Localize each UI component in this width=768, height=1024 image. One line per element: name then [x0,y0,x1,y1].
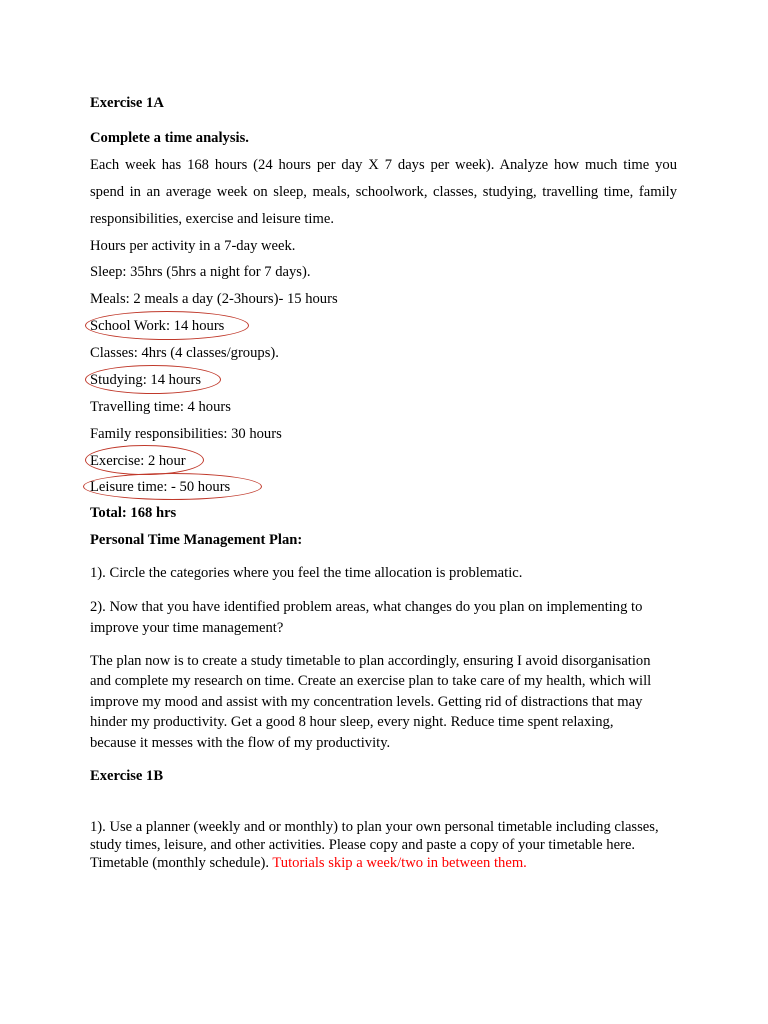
exercise-1b-title: Exercise 1B [90,768,164,784]
studying-circle [85,365,221,394]
answer-line-5: because it messes with the flow of my productivity. [90,735,391,751]
tutorials-note: Tutorials skip a week/two in between them. [272,855,527,871]
question-2-line-2: improve your time management? [90,620,284,636]
total-hours: Total: 168 hrs [90,505,177,521]
answer-line-4: hinder my productivity. Get a good 8 hour sleep, every night. Reduce time spent relaxing, [90,714,614,730]
activity-studying: Studying: 14 hours [90,372,202,388]
answer-line-3: improve my mood and assist with my concentration levels. Getting rid of distractions that may [90,694,643,710]
time-analysis-heading: Complete a time analysis. [90,130,249,146]
exercise-1b-q1-line-1: 1). Use a planner (weekly and or monthly) to plan your own personal timetable including classes, [90,819,659,835]
question-2-line-1: 2). Now that you have identified problem areas, what changes do you plan on implementing to [90,599,643,615]
question-1: 1). Circle the categories where you feel the time allocation is problematic. [90,565,523,581]
answer-line-2: and complete my research on time. Create an exercise plan to take care of my health, which will [90,673,652,689]
activity-family: Family responsibilities: 30 hours [90,426,282,442]
activity-leisure: Leisure time: - 50 hours [90,479,231,495]
exercise-1a-title: Exercise 1A [90,95,164,111]
activity-meals: Meals: 2 meals a day (2-3hours)- 15 hours [90,291,338,307]
activity-travelling: Travelling time: 4 hours [90,399,231,415]
exercise-1b-q1-line-3 [90,854,527,872]
intro-line-1: Each week has 168 hours (24 hours per day X 7 days per week). Analyze how much time you [90,157,677,173]
activity-classes: Classes: 4hrs (4 classes/groups). [90,345,279,361]
activity-sleep: Sleep: 35hrs (5hrs a night for 7 days). [90,264,311,280]
school-work-circle [85,311,249,340]
leisure-circle [83,473,262,500]
activity-exercise: Exercise: 2 hour [90,453,186,469]
answer-line-1: The plan now is to create a study timetable to plan accordingly, ensuring I avoid disorganisation [90,653,651,669]
activity-school-work: School Work: 14 hours [90,318,225,334]
exercise-1b-q1-line-2: study times, leisure, and other activities. Please copy and paste a copy of your timetable here. [90,837,636,853]
exercise-circle [85,445,204,475]
hours-intro: Hours per activity in a 7-day week. [90,238,296,254]
intro-line-2: spend in an average week on sleep, meals, schoolwork, classes, studying, travelling time, family [90,184,677,200]
plan-heading: Personal Time Management Plan: [90,532,303,548]
timetable-label: Timetable (monthly schedule). [90,855,273,871]
intro-line-3: responsibilities, exercise and leisure time. [90,211,334,227]
